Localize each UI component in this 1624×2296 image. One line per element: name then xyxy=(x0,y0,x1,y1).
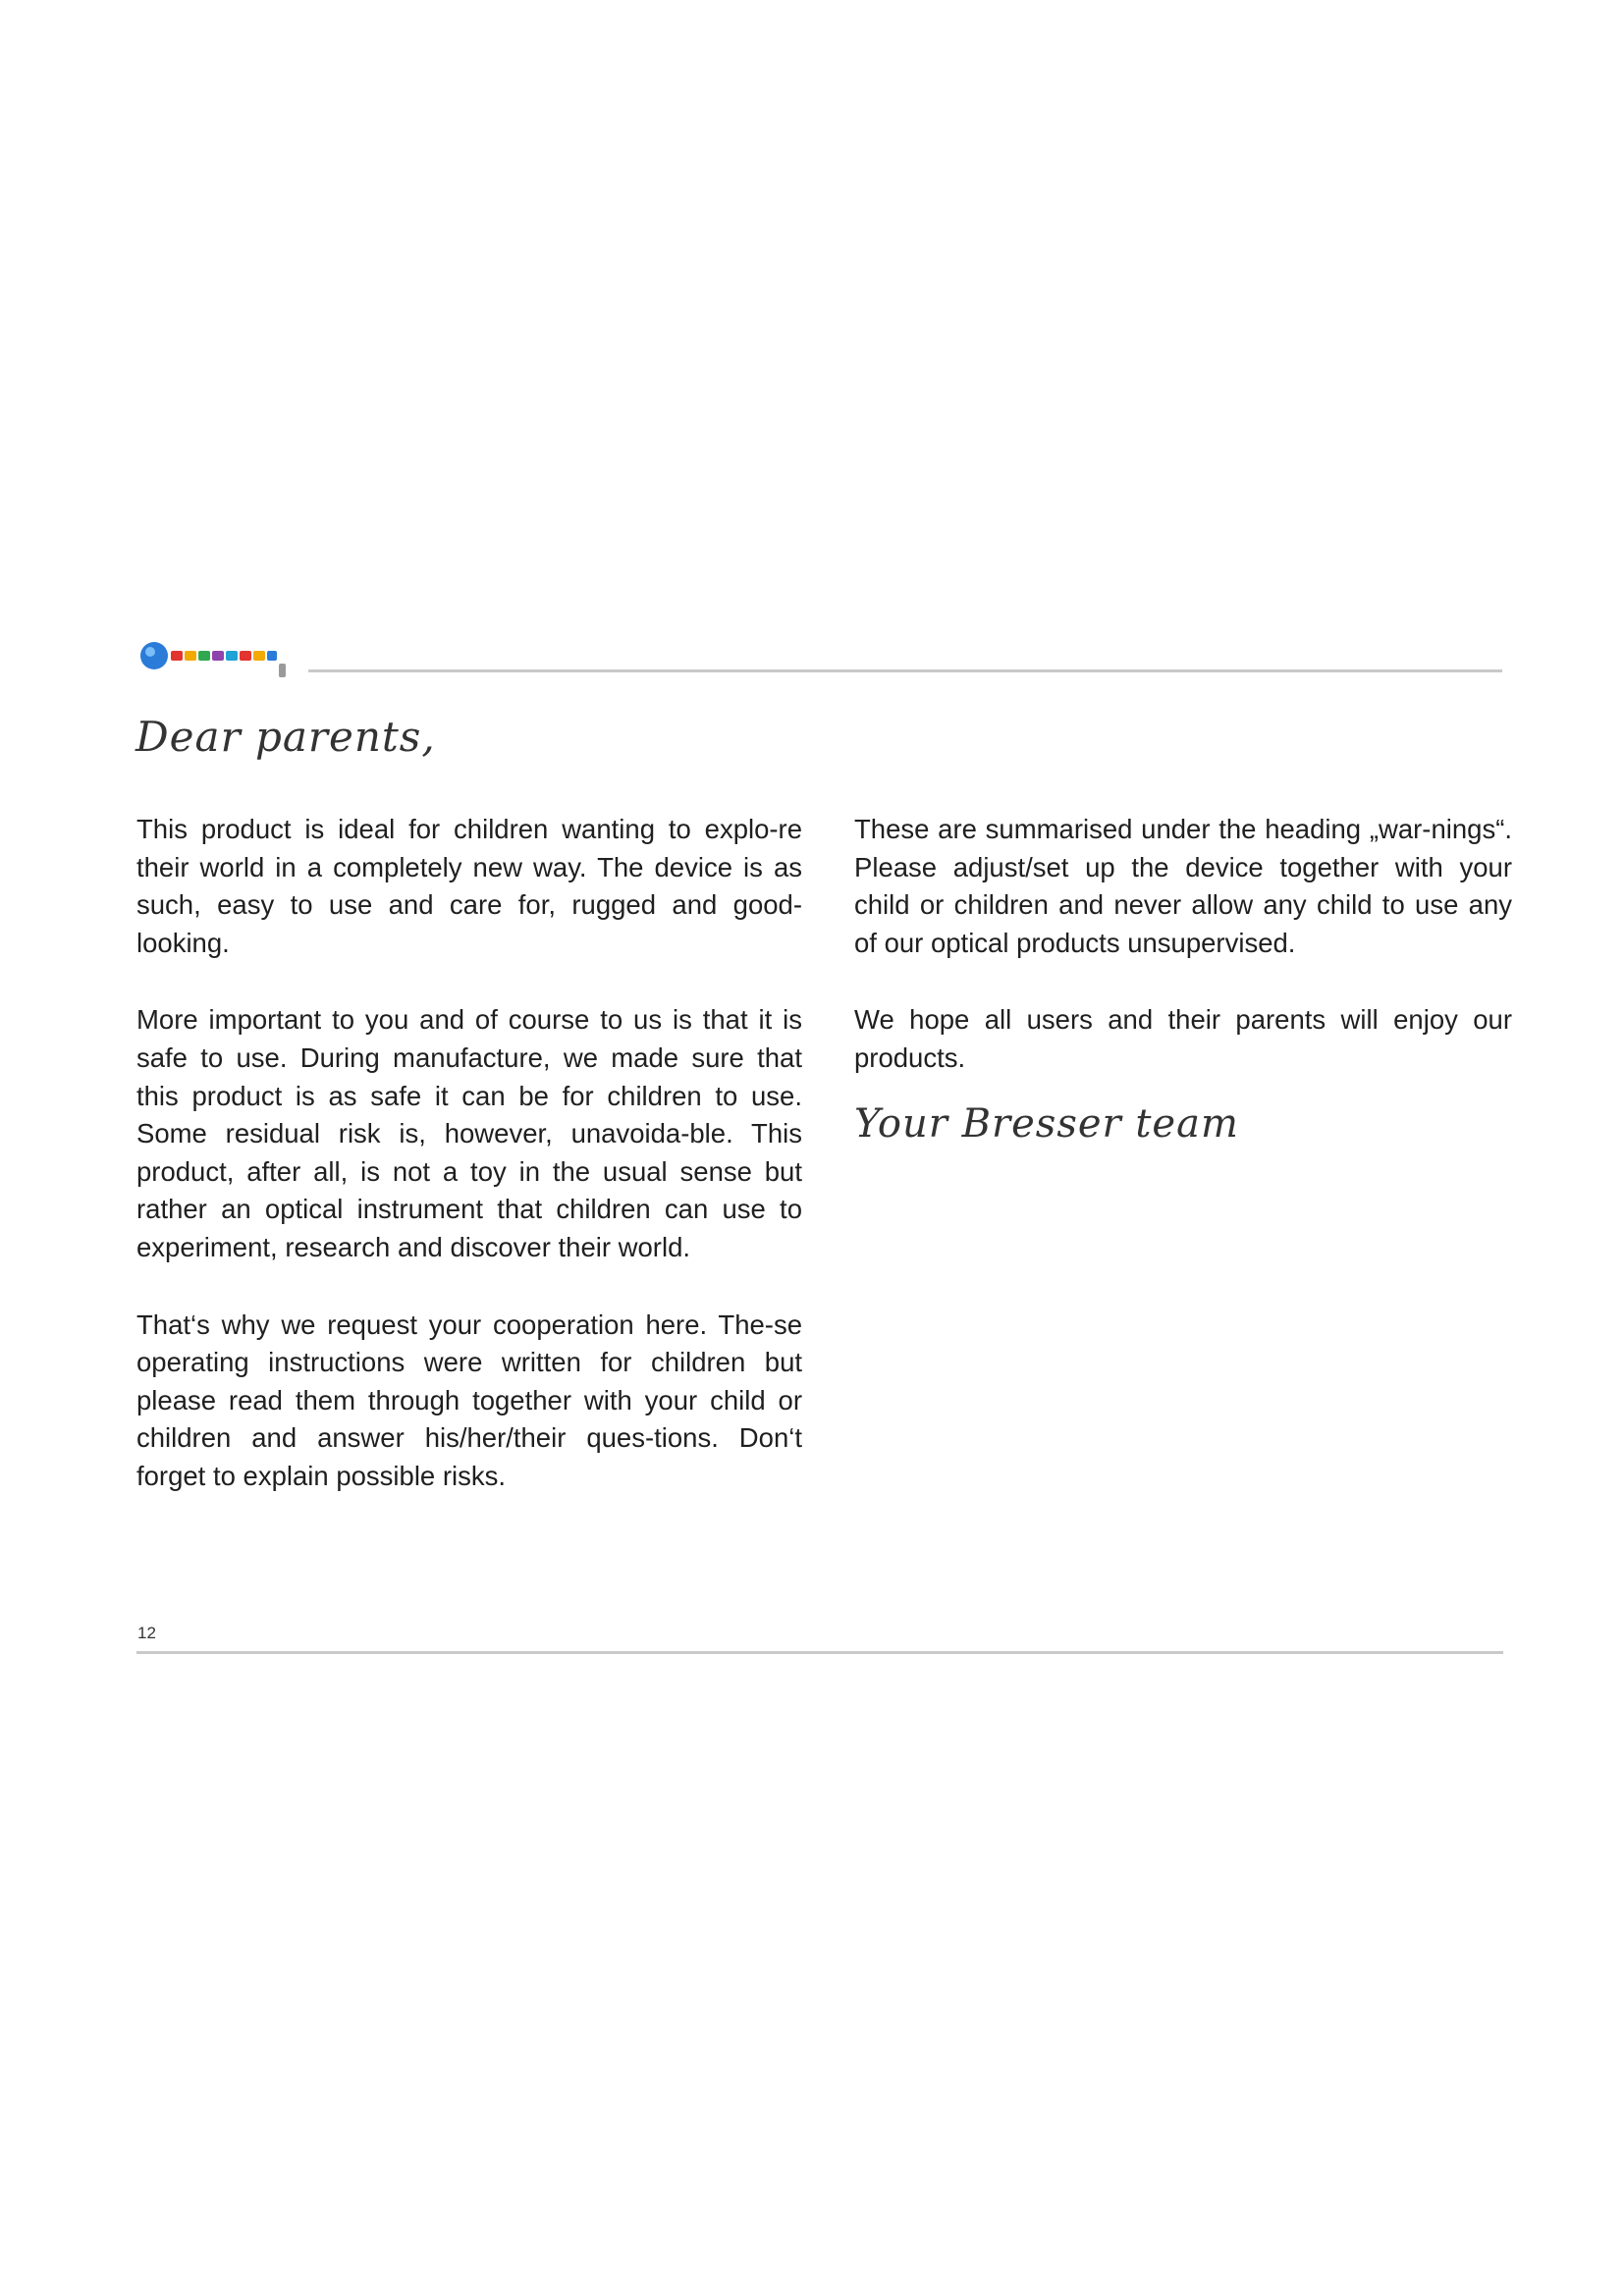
right-column xyxy=(854,811,1512,1117)
logo-graphic xyxy=(137,636,297,683)
paragraph-cooperation: That‘s why we request your cooperation here. The-se operating instructions were written for children but please read them through together with your child or children and answer his/her/their ques-tions. Don‘t forget to explain possible risks. xyxy=(136,1308,802,1491)
paragraph-warnings: These are summarised under the heading „war-nings“. Please adjust/set up the device together with your child or children and never allow any child to use any of our optical products unsupervised. xyxy=(854,814,1512,958)
paragraph-enjoy: We hope all users and their parents will enjoy our products. xyxy=(854,1004,1512,1073)
letter-greeting: Dear parents, xyxy=(135,713,436,761)
paragraph-safety: More important to you and of course to us is that it is safe to use. During manufacture, we made sure that this product is as safe it can be for children to use. Some residual risk is, however, unavoida-ble. This product, after all, is not a toy in the usual sense but rather an optical instrument that children can use to experiment, research and discover their world. xyxy=(136,1004,802,1262)
letter-signature: Your Bresser team xyxy=(854,1101,1239,1147)
page-number: 12 xyxy=(137,1624,156,1642)
paragraph-intro: This product is ideal for children wanting to explo-re their world in a completely new way. The device is as such, easy to use and care for, rugged and good-looking. xyxy=(136,814,802,958)
header-divider xyxy=(308,669,1502,672)
footer-divider xyxy=(136,1651,1503,1654)
left-column xyxy=(136,811,802,1535)
bresser-logo xyxy=(137,636,297,683)
